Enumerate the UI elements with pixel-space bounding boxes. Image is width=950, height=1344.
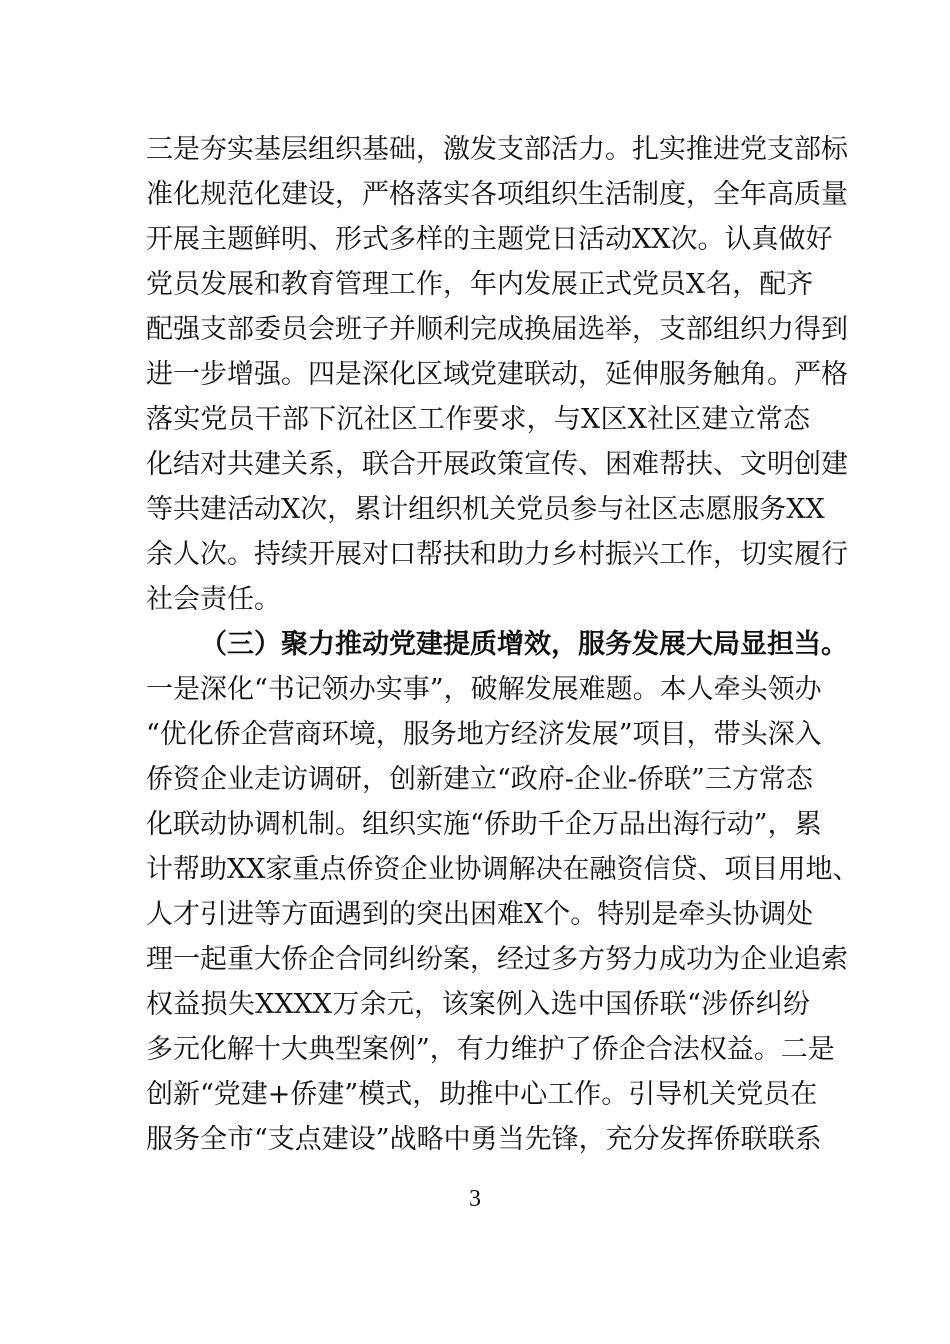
section-heading: （三）聚力推动党建提质增效，服务发展大局显担当。 [200, 629, 848, 660]
body-text-line: 落实党员干部下沉社区工作要求，与X区X社区建立常态 [146, 404, 810, 435]
body-text-line: 配强支部委员会班子并顺利完成换届选举，支部组织力得到 [146, 314, 848, 345]
body-text-line: 党员发展和教育管理工作，年内发展正式党员X名，配齐 [146, 269, 814, 300]
body-text-line: 一是深化“书记领办实事”，破解发展难题。本人牵头领办 [146, 674, 822, 705]
body-text-line: 准化规范化建设，严格落实各项组织生活制度，全年高质量 [146, 179, 848, 210]
body-text-line: “优化侨企营商环境，服务地方经济发展”项目，带头深入 [146, 719, 822, 750]
page-number: 3 [469, 1186, 481, 1212]
body-text-line: 计帮助XX家重点侨资企业协调解决在融资信贷、项目用地、 [146, 854, 860, 885]
body-text-line: 三是夯实基层组织基础，激发支部活力。扎实推进党支部标 [146, 134, 848, 165]
body-text-line: 社会责任。 [146, 584, 281, 615]
body-text-line: 人才引进等方面遇到的突出困难X个。特别是牵头协调处 [146, 899, 814, 930]
body-text-line: 理一起重大侨企合同纠纷案，经过多方努力成功为企业追索 [146, 944, 848, 975]
body-text-line: 化结对共建关系，联合开展政策宣传、困难帮扶、文明创建 [146, 449, 848, 480]
body-text-line: 余人次。持续开展对口帮扶和助力乡村振兴工作，切实履行 [146, 539, 848, 570]
body-text-line: 开展主题鲜明、形式多样的主题党日活动XX次。认真做好 [146, 224, 833, 255]
body-text-line: 创新“党建+侨建”模式，助推中心工作。引导机关党员在 [146, 1079, 818, 1110]
body-text-line: 服务全市“支点建设”战略中勇当先锋，充分发挥侨联联系 [146, 1124, 822, 1155]
body-text-line: 化联动协调机制。组织实施“侨助千企万品出海行动”，累 [146, 809, 822, 840]
body-text-line: 侨资企业走访调研，创新建立“政府-企业-侨联”三方常态 [146, 764, 813, 795]
body-text-line: 权益损失XXXX万余元，该案例入选中国侨联“涉侨纠纷 [146, 989, 810, 1020]
body-text-line: 多元化解十大典型案例”，有力维护了侨企合法权益。二是 [146, 1034, 835, 1065]
body-text-line: 等共建活动X次，累计组织机关党员参与社区志愿服务XX [146, 494, 825, 525]
body-text-line: 进一步增强。四是深化区域党建联动，延伸服务触角。严格 [146, 359, 848, 390]
